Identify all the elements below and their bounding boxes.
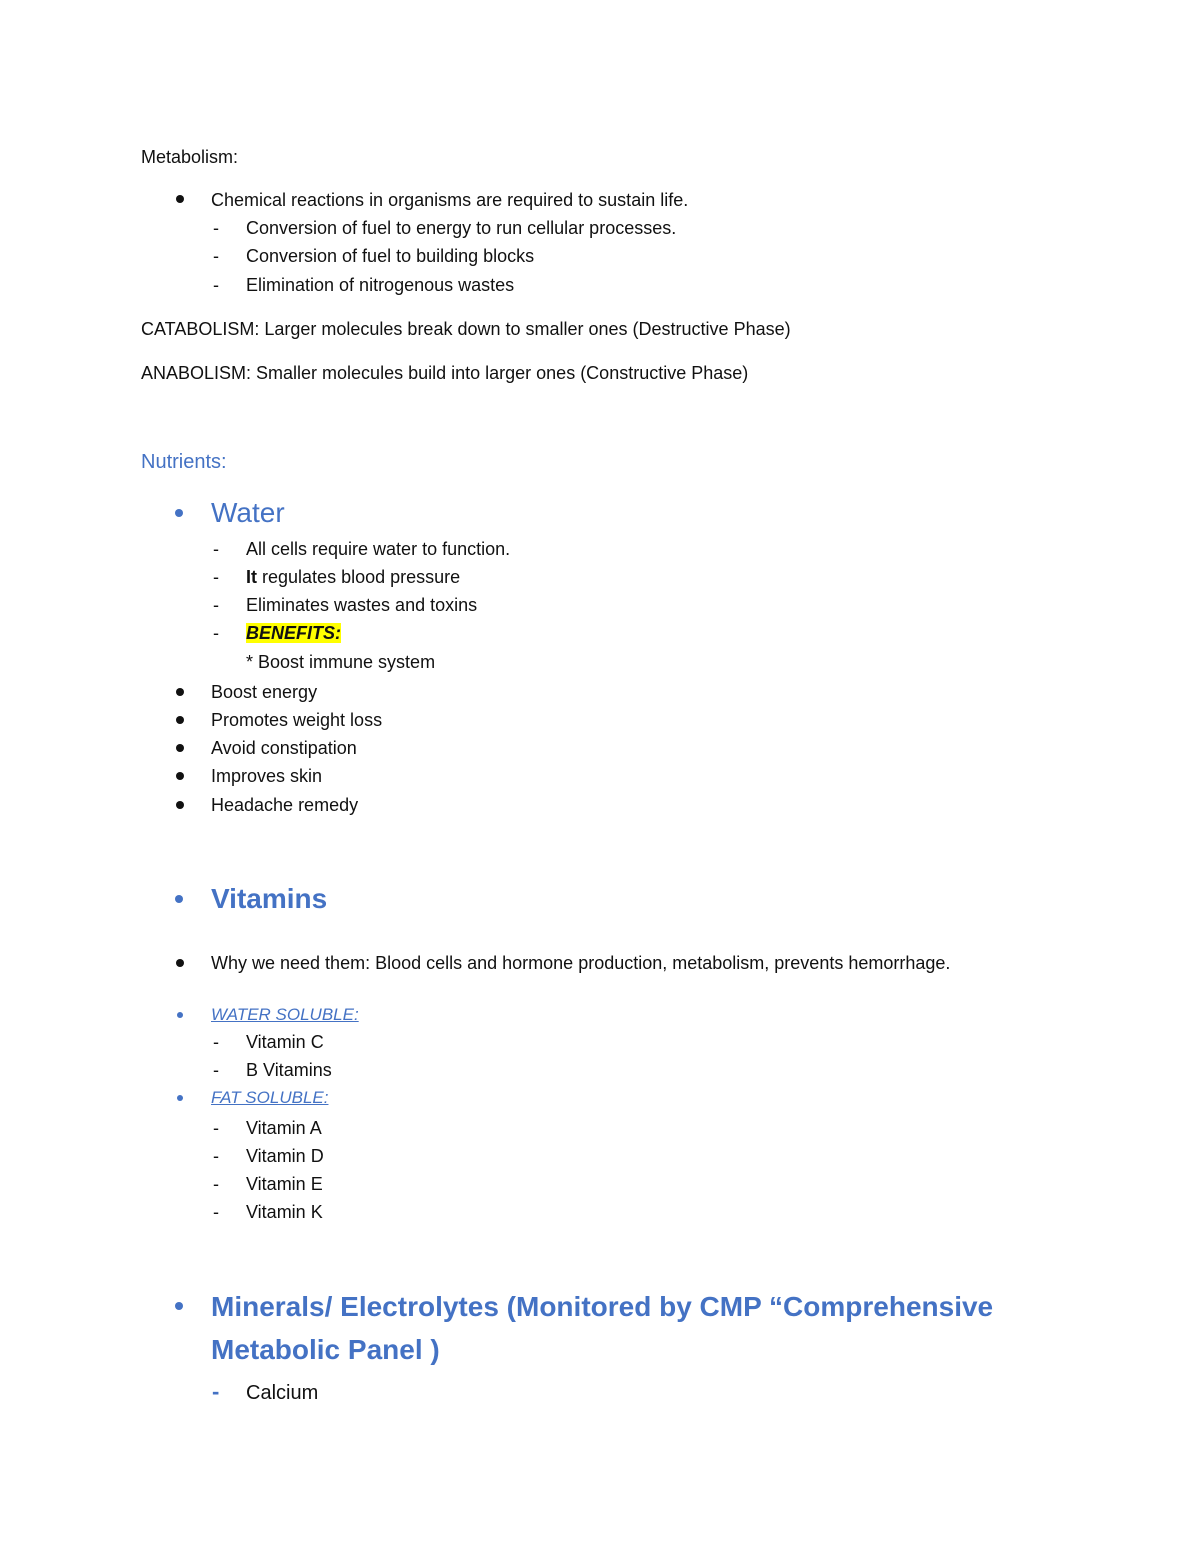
anabolism-definition <box>141 362 748 384</box>
minerals-heading: Minerals/ Electrolytes (Monitored by CMP “Comprehensive Metabolic Panel ) <box>211 1291 994 1365</box>
water-subitem-text: regulates blood pressure <box>262 567 461 587</box>
bullet-icon <box>175 509 183 517</box>
dash-icon: - <box>213 1118 219 1138</box>
dash-icon: - <box>213 246 219 266</box>
vitamin-item: Vitamin K <box>246 1202 323 1222</box>
bullet-icon <box>177 1095 183 1101</box>
vitamins-heading: Vitamins <box>211 883 328 914</box>
bullet-icon <box>176 959 184 967</box>
dash-icon: - <box>213 275 219 295</box>
benefit-item: Improves skin <box>211 766 323 786</box>
vitamin-item: Vitamin C <box>246 1032 324 1052</box>
benefit-item: Avoid constipation <box>211 738 357 758</box>
water-soluble-label: WATER SOLUBLE: <box>211 1005 359 1024</box>
vitamin-item: B Vitamins <box>246 1060 332 1080</box>
dash-icon: - <box>213 1146 219 1166</box>
water-subitem <box>246 566 460 588</box>
vitamin-item: Vitamin D <box>246 1146 324 1166</box>
dash-icon: - <box>213 539 219 559</box>
bullet-icon <box>176 744 184 752</box>
metabolism-subitem: Elimination of nitrogenous wastes <box>246 275 515 295</box>
benefits-highlight: BENEFITS: <box>246 623 342 643</box>
vitamin-item: Vitamin E <box>246 1174 323 1194</box>
bullet-icon <box>176 801 184 809</box>
benefits-label <box>246 622 341 644</box>
metabolism-bullet: Chemical reactions in organisms are required to sustain life. <box>211 190 689 210</box>
benefit-item: Headache remedy <box>211 795 359 815</box>
bullet-icon <box>175 1302 183 1310</box>
dash-icon: - <box>213 1174 219 1194</box>
dash-icon: - <box>213 1032 219 1052</box>
bullet-icon <box>175 895 183 903</box>
benefit-item: Promotes weight loss <box>211 710 383 730</box>
water-subitem: Eliminates wastes and toxins <box>246 595 478 615</box>
dash-icon: - <box>213 567 219 587</box>
anabolism-text: Smaller molecules build into larger ones (Constructive Phase) <box>251 363 749 383</box>
dash-icon: - <box>213 623 219 643</box>
dash-icon: - <box>213 1060 219 1080</box>
bullet-icon <box>176 716 184 724</box>
benefit-item: Boost energy <box>211 682 318 702</box>
metabolism-subitem: Conversion of fuel to building blocks <box>246 246 535 266</box>
it-word: It <box>246 567 257 587</box>
catabolism-term: CATABOLISM: <box>141 319 260 339</box>
catabolism-text: Larger molecules break down to smaller ones (Destructive Phase) <box>259 319 791 339</box>
water-heading: Water <box>211 497 285 528</box>
vitamin-item: Vitamin A <box>246 1118 322 1138</box>
fat-soluble-label: FAT SOLUBLE: <box>211 1088 329 1107</box>
catabolism-definition <box>141 318 791 340</box>
vitamins-why: Why we need them: Blood cells and hormone production, metabolism, prevents hemorrhage. <box>211 953 951 973</box>
metabolism-title: Metabolism: <box>141 147 239 167</box>
nutrients-title: Nutrients: <box>141 451 227 473</box>
mineral-item: Calcium <box>246 1382 319 1404</box>
bullet-icon <box>176 772 184 780</box>
dash-icon: - <box>213 1202 219 1222</box>
dash-icon: - <box>213 595 219 615</box>
anabolism-term: ANABOLISM: <box>141 363 252 383</box>
benefit-item: * Boost immune system <box>246 652 436 672</box>
dash-icon: - <box>213 218 219 238</box>
bullet-icon <box>176 195 184 203</box>
metabolism-subitem: Conversion of fuel to energy to run cellular processes. <box>246 218 677 238</box>
dash-icon: - <box>212 1379 220 1404</box>
water-subitem: All cells require water to function. <box>246 539 511 559</box>
bullet-icon <box>177 1012 183 1018</box>
bullet-icon <box>176 688 184 696</box>
